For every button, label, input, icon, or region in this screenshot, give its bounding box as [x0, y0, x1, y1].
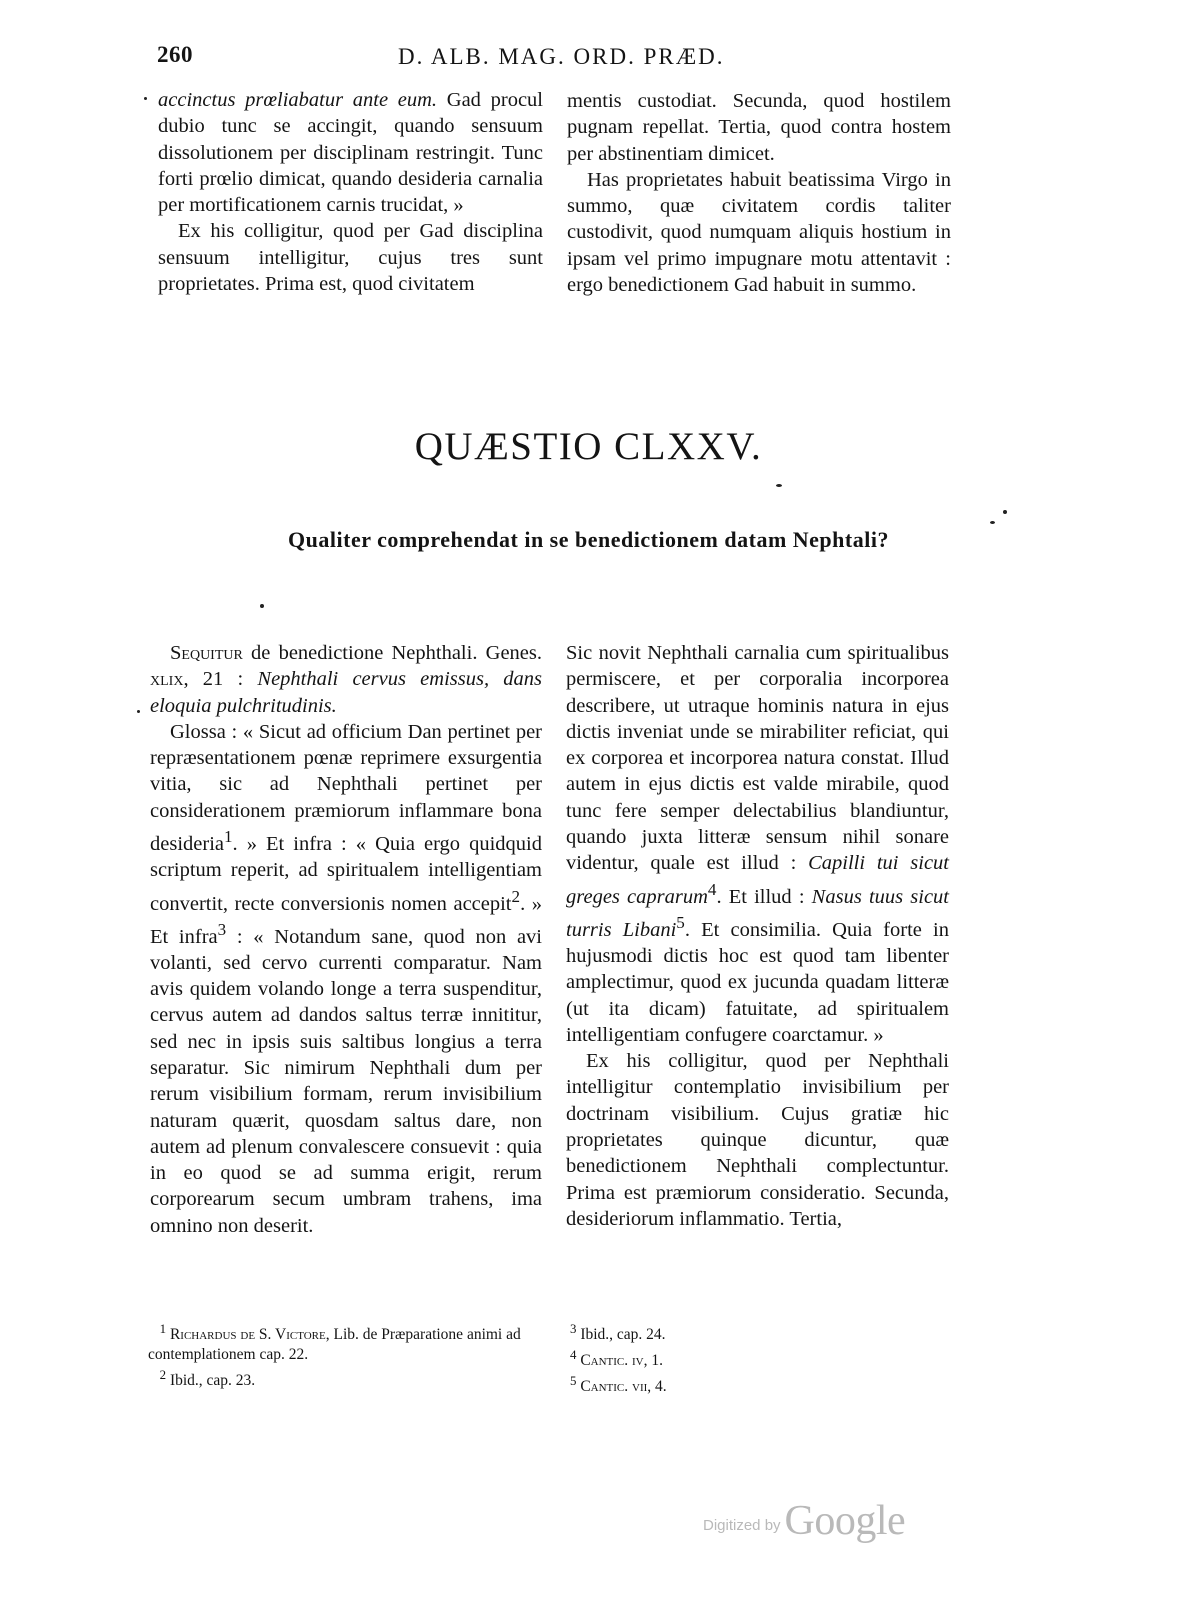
- text-run: . » Et infra: [150, 892, 542, 948]
- body-right-paragraph-1: [566, 640, 949, 1048]
- footnote-author: Richardus de S. Victore: [169, 1326, 326, 1344]
- text-run: : « Notandum sane, quod non avi volanti, sed cervo currenti comparatur. Nam avis quidem volando longe a terra suspenditur, cervus autem ad dandos saltus terræ innititur, sed nec in ipsis suis saltibus longius a terra separatur. Sic nimirum Nephthali dum per rerum visibilium formam, rerum invisibilium naturam quærit, quosdam saltus dare, non autem ad plenum convalescere consuevit : quia in eo quod se ad summa erigit, rerum corporearum secum umbram trahens, ima omnino non deserit.: [150, 925, 542, 1237]
- body-left-paragraph-1: [150, 640, 542, 719]
- top-right-paragraph-1: mentis custodiat. Secunda, quod hostilem pugnam repellat. Tertia, quod contra hostem per abstinentiam dimicet.: [567, 90, 951, 165]
- footnote-text: , Lib. de Præparatione animi ad contemplationem cap. 22.: [148, 1326, 521, 1364]
- footnote-number: 1: [159, 1321, 167, 1336]
- top-right-paragraph-2: Has proprietates habuit beatissima Virgo in summo, quæ civitatem cordis taliter custodivit, quod numquam aliquis hostium in ipsam vel primo impugnare motu attentavit : ergo benedictionem Gad habuit in summo.: [567, 168, 951, 297]
- footnote-mark: 3: [217, 919, 227, 939]
- paragraph-text: Gad procul dubio tunc se accingit, quando sensuum dissolutionem per disciplinam restringit. Tunc forti prœlio dimicat, quando desideria carnalia per mortificationem carnis trucidat, »: [158, 89, 543, 217]
- footnote-number: 3: [570, 1321, 577, 1336]
- scripture-quote: Nasus tuus sicut turris Libani: [566, 885, 949, 941]
- question-subtitle: Qualiter comprehendat in se benedictionem datam Nephtali?: [288, 527, 889, 552]
- footnote-mark: 4: [707, 879, 717, 899]
- footnote-1: [148, 1319, 542, 1365]
- footnotes-right: [570, 1319, 770, 1397]
- watermark-prefix: Digitized by: [703, 1517, 781, 1534]
- running-title: D. ALB. MAG. ORD. PRÆD.: [398, 44, 725, 69]
- footnote-text: Ibid., cap. 23.: [169, 1372, 256, 1390]
- google-logo: Google: [784, 1498, 906, 1544]
- footnote-text: Cantic. vii, 4.: [580, 1378, 667, 1396]
- footnote-text: Cantic. iv, 1.: [580, 1352, 664, 1370]
- text-run: Glossa : « Sicut ad officium Dan pertinet per repræsentationem pœnæ reprimere exsurgentia vitia, sic ad Nephthali pertinet per considerationem præmiorum inflammare bona desideria: [150, 720, 542, 855]
- footnote-3: [570, 1319, 770, 1345]
- top-right-column: [567, 88, 951, 298]
- question-title: QUÆSTIO CLXXV.: [414, 425, 763, 468]
- footnote-5: [570, 1371, 770, 1397]
- text-run: . Et illud :: [716, 885, 812, 908]
- scan-speck: [1003, 510, 1007, 514]
- footnote-number: 5: [570, 1373, 577, 1389]
- body-left-paragraph-2: [150, 719, 542, 1239]
- footnote-2: [148, 1365, 542, 1391]
- top-left-column: [158, 87, 543, 297]
- text-run: de benedictione Nephthali. Genes.: [242, 642, 542, 664]
- body-left-column: [150, 640, 542, 1239]
- body-right-column: [566, 640, 949, 1232]
- page-number: 260: [157, 42, 193, 67]
- text-run: , 21 :: [183, 668, 258, 691]
- scan-speck: [144, 97, 147, 100]
- footnote-mark: 2: [511, 886, 521, 906]
- text-run: . » Et infra : « Quia ergo quidquid scriptum reperit, ad spiritualem intelligentiam convertit, recte conversionis nomen accepit: [150, 832, 542, 915]
- scan-speck: [990, 521, 995, 524]
- scan-speck: [260, 604, 264, 608]
- chapter-ref: xlix: [150, 668, 184, 691]
- footnote-text: Ibid., cap. 24.: [580, 1326, 666, 1344]
- scan-speck: [776, 484, 782, 487]
- body-right-paragraph-2: Ex his colligitur, quod per Nephthali intelligitur contemplatio invisibilium per doctrinam visibilium. Cujus gratiæ hic proprietates quinque dicuntur, quæ benedictionem Nephthali complectuntur. Prima est præmiorum consideratio. Secunda, desideriorum inflammatio. Tertia,: [566, 1050, 949, 1230]
- footnote-mark: 1: [224, 827, 233, 847]
- footnote-4: [570, 1345, 770, 1371]
- footnotes-left: [148, 1319, 542, 1391]
- footnote-number: 2: [159, 1367, 167, 1383]
- scan-speck: [137, 710, 140, 713]
- top-left-paragraph-1: [158, 87, 543, 218]
- drop-word: Sequitur: [170, 642, 243, 664]
- text-run: . Et consimilia. Quia forte in hujusmodi dictis hoc est quod tam libenter amplectimur, quod ex jucunda quadam litteræ (ut ita dicam) fatuitate, ad spiritualem intelligentiam confugere coarctamur. »: [566, 918, 949, 1046]
- footnote-mark: 5: [676, 912, 685, 932]
- text-run: Sic novit Nephthali carnalia cum spiritualibus permiscere, et per corporalia incorporea describere, ut utraque hominis natura in ejus dictis inveniat unde se mirabiliter reficiat, qui ex corporea et incorporea natura constat. Illud autem in ejus dictis est valde mirabile, quod tunc fere semper delectabilius blandiuntur, quando juxta litteræ sensum nihil sonare videntur, quale est illud :: [566, 642, 949, 875]
- top-left-paragraph-2: Ex his colligitur, quod per Gad disciplina sensuum intelligitur, cujus tres sunt proprietates. Prima est, quod civitatem: [158, 220, 543, 296]
- italic-quote: accinctus prœliabatur ante eum.: [158, 89, 438, 111]
- footnote-number: 4: [570, 1347, 577, 1363]
- scripture-quote: Nephthali cervus emissus, dans eloquia pulchritudinis.: [150, 668, 543, 717]
- scripture-quote: Capilli tui sicut greges caprarum: [566, 852, 949, 908]
- google-watermark: [703, 1497, 905, 1545]
